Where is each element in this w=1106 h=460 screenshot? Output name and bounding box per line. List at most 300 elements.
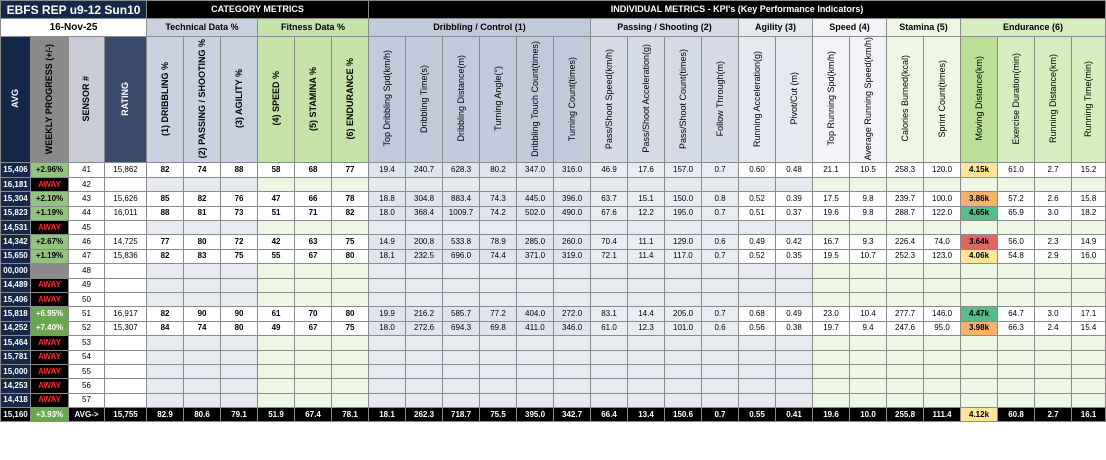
rating-cell (105, 177, 147, 191)
kpi-cell (887, 264, 924, 278)
kpi-cell: 0.51 (739, 206, 776, 220)
technical-group-header: Technical Data % (147, 19, 258, 37)
kpi-cell: 54.8 (998, 249, 1035, 263)
sensor-cell: 45 (69, 220, 105, 234)
kpi-cell: 157.0 (665, 163, 702, 177)
kpi-cell (591, 350, 628, 364)
col-header-avg: AVG (1, 37, 31, 163)
kpi-cell (776, 336, 813, 350)
category-cell (184, 364, 221, 378)
kpi-cell: 4.65k (961, 206, 998, 220)
category-cell (184, 264, 221, 278)
kpi-cell (591, 379, 628, 393)
category-cell: 88 (221, 163, 258, 177)
rating-cell (105, 393, 147, 407)
kpi-cell: 150.0 (665, 192, 702, 206)
kpi-cell: 18.8 (369, 192, 406, 206)
kpi-cell (443, 364, 480, 378)
kpi-cell (850, 292, 887, 306)
kpi-cell: 3.0 (1035, 206, 1072, 220)
category-cell (295, 364, 332, 378)
col-header-kpi-7: Pass/Shoot Speed(km/h) (591, 37, 628, 163)
kpi-cell (480, 393, 517, 407)
sensor-cell: 42 (69, 177, 105, 191)
category-cell (258, 393, 295, 407)
col-header-kpi-8: Pass/Shoot Acceleration(g) (628, 37, 665, 163)
category-cell (147, 220, 184, 234)
kpi-cell (443, 379, 480, 393)
kpi-cell: 319.0 (554, 249, 591, 263)
kpi-cell (406, 379, 443, 393)
kpi-group-speed: Speed (4) (813, 19, 887, 37)
sensor-cell: 54 (69, 350, 105, 364)
category-cell: 71 (295, 206, 332, 220)
kpi-group-endurance: Endurance (6) (961, 19, 1106, 37)
category-cell (221, 364, 258, 378)
kpi-cell (554, 278, 591, 292)
table-row (1, 350, 1106, 364)
category-cell: 63 (295, 235, 332, 249)
kpi-cell: 252.3 (887, 249, 924, 263)
kpi-cell (813, 278, 850, 292)
category-cell: 74 (184, 321, 221, 335)
kpi-cell (702, 379, 739, 393)
summary-kpi-cell: 262.3 (406, 408, 443, 422)
kpi-cell: 694.3 (443, 321, 480, 335)
category-cell (295, 220, 332, 234)
kpi-cell: 258.3 (887, 163, 924, 177)
kpi-cell: 533.8 (443, 235, 480, 249)
category-cell (295, 350, 332, 364)
kpi-cell (961, 220, 998, 234)
kpi-cell (961, 393, 998, 407)
kpi-cell: 17.5 (813, 192, 850, 206)
sensor-cell: 46 (69, 235, 105, 249)
kpi-cell: 11.1 (628, 235, 665, 249)
kpi-cell (517, 264, 554, 278)
individual-metrics-header: INDIVIDUAL METRICS - KPI's (Key Performance Indicators) (369, 1, 1106, 19)
summary-kpi-cell: 255.8 (887, 408, 924, 422)
kpi-cell (628, 379, 665, 393)
kpi-cell: 18.0 (369, 206, 406, 220)
kpi-cell (443, 393, 480, 407)
kpi-cell (480, 364, 517, 378)
kpi-cell (1072, 393, 1106, 407)
table-row (1, 379, 1106, 393)
category-cell (147, 393, 184, 407)
kpi-cell: 146.0 (924, 307, 961, 321)
kpi-cell (517, 350, 554, 364)
progress-cell: +7.40% (31, 321, 69, 335)
kpi-cell (739, 264, 776, 278)
col-header-kpi-19: Running Distance(km) (1035, 37, 1072, 163)
away-badge: AWAY (31, 393, 69, 407)
rating-cell (105, 379, 147, 393)
kpi-cell: 0.8 (702, 192, 739, 206)
summary-kpi-cell: 342.7 (554, 408, 591, 422)
kpi-cell (406, 177, 443, 191)
avg-cell: 14,489 (1, 278, 31, 292)
avg-cell: 00,000 (1, 264, 31, 278)
summary-kpi-cell: 4.12k (961, 408, 998, 422)
category-cell (184, 336, 221, 350)
category-cell (221, 379, 258, 393)
kpi-cell (628, 350, 665, 364)
kpi-cell (665, 177, 702, 191)
summary-category-cell: 51.9 (258, 408, 295, 422)
kpi-cell (665, 364, 702, 378)
kpi-cell: 2.6 (1035, 192, 1072, 206)
category-cell: 72 (221, 235, 258, 249)
kpi-cell: 0.7 (702, 163, 739, 177)
kpi-cell (739, 220, 776, 234)
category-cell: 68 (295, 163, 332, 177)
kpi-cell (887, 336, 924, 350)
kpi-cell (591, 336, 628, 350)
kpi-cell: 277.7 (887, 307, 924, 321)
kpi-cell: 0.49 (776, 307, 813, 321)
rating-cell (105, 336, 147, 350)
kpi-cell (1035, 177, 1072, 191)
kpi-cell (850, 393, 887, 407)
sensor-cell: 56 (69, 379, 105, 393)
sensor-cell: 41 (69, 163, 105, 177)
summary-kpi-cell: 0.41 (776, 408, 813, 422)
kpi-cell (739, 350, 776, 364)
kpi-cell (813, 292, 850, 306)
kpi-cell (998, 379, 1035, 393)
category-cell: 82 (332, 206, 369, 220)
away-badge: AWAY (31, 350, 69, 364)
rating-cell: 15,862 (105, 163, 147, 177)
kpi-cell: 14.9 (1072, 235, 1106, 249)
kpi-cell: 0.52 (739, 192, 776, 206)
kpi-cell: 63.7 (591, 192, 628, 206)
sensor-cell: 52 (69, 321, 105, 335)
progress-cell: +6.95% (31, 307, 69, 321)
kpi-cell: 0.68 (739, 307, 776, 321)
kpi-cell: 272.0 (554, 307, 591, 321)
kpi-cell (1072, 364, 1106, 378)
kpi-cell: 0.39 (776, 192, 813, 206)
kpi-cell (480, 336, 517, 350)
kpi-cell (924, 393, 961, 407)
kpi-cell: 46.9 (591, 163, 628, 177)
kpi-cell (591, 264, 628, 278)
kpi-cell (628, 292, 665, 306)
kpi-cell: 2.4 (1035, 321, 1072, 335)
kpi-cell (628, 336, 665, 350)
progress-cell: +2.10% (31, 192, 69, 206)
kpi-cell (702, 350, 739, 364)
kpi-cell: 240.7 (406, 163, 443, 177)
kpi-cell (406, 292, 443, 306)
kpi-cell (628, 264, 665, 278)
table-row (1, 336, 1106, 350)
kpi-cell (628, 364, 665, 378)
kpi-cell: 123.0 (924, 249, 961, 263)
category-cell (258, 292, 295, 306)
kpi-cell (924, 177, 961, 191)
kpi-cell: 0.49 (739, 235, 776, 249)
kpi-cell (1072, 350, 1106, 364)
kpi-cell: 239.7 (887, 192, 924, 206)
col-header-sensor: SENSOR # (69, 37, 105, 163)
kpi-cell (998, 278, 1035, 292)
sheet-date: 16-Nov-25 (1, 19, 147, 37)
kpi-cell (998, 177, 1035, 191)
category-cell (184, 379, 221, 393)
col-header-category-6: (6) ENDURANCE % (332, 37, 369, 163)
kpi-cell: 117.0 (665, 249, 702, 263)
fitness-group-header: Fitness Data % (258, 19, 369, 37)
kpi-cell (702, 220, 739, 234)
category-cell: 90 (184, 307, 221, 321)
kpi-cell (702, 336, 739, 350)
away-badge: AWAY (31, 364, 69, 378)
kpi-cell (665, 292, 702, 306)
summary-rating-cell: 15,755 (105, 408, 147, 422)
kpi-cell (591, 220, 628, 234)
kpi-cell (998, 264, 1035, 278)
kpi-cell (850, 350, 887, 364)
kpi-cell (887, 278, 924, 292)
kpi-cell (369, 393, 406, 407)
category-cell (332, 350, 369, 364)
kpi-cell: 0.6 (702, 235, 739, 249)
summary-kpi-cell: 66.4 (591, 408, 628, 422)
summary-kpi-cell: 10.0 (850, 408, 887, 422)
kpi-cell (813, 393, 850, 407)
category-cell (221, 177, 258, 191)
kpi-cell (406, 350, 443, 364)
category-cell (332, 379, 369, 393)
kpi-cell: 18.1 (369, 249, 406, 263)
kpi-cell (924, 278, 961, 292)
col-header-category-4: (4) SPEED % (258, 37, 295, 163)
kpi-cell (813, 177, 850, 191)
kpi-cell: 316.0 (554, 163, 591, 177)
kpi-cell (850, 264, 887, 278)
rating-cell (105, 292, 147, 306)
category-cell: 49 (258, 321, 295, 335)
kpi-cell: 101.0 (665, 321, 702, 335)
kpi-cell (591, 393, 628, 407)
summary-category-cell: 80.6 (184, 408, 221, 422)
category-cell (147, 278, 184, 292)
kpi-cell: 490.0 (554, 206, 591, 220)
kpi-cell (517, 393, 554, 407)
kpi-cell (776, 393, 813, 407)
kpi-cell (1035, 278, 1072, 292)
table-row (1, 393, 1106, 407)
category-cell: 81 (184, 206, 221, 220)
category-cell (332, 278, 369, 292)
kpi-cell (628, 393, 665, 407)
table-row (1, 364, 1106, 378)
kpi-cell (665, 350, 702, 364)
summary-kpi-cell: 150.6 (665, 408, 702, 422)
away-badge: AWAY (31, 292, 69, 306)
kpi-cell (628, 220, 665, 234)
col-header-category-5: (5) STAMINA % (295, 37, 332, 163)
kpi-cell: 0.7 (702, 249, 739, 263)
away-badge: AWAY (31, 278, 69, 292)
kpi-cell: 10.4 (850, 307, 887, 321)
kpi-cell: 288.7 (887, 206, 924, 220)
avg-cell: 14,253 (1, 379, 31, 393)
avg-cell: 14,531 (1, 220, 31, 234)
category-cell (295, 393, 332, 407)
kpi-cell: 95.0 (924, 321, 961, 335)
kpi-cell (998, 336, 1035, 350)
kpi-cell (1072, 220, 1106, 234)
kpi-cell: 78.9 (480, 235, 517, 249)
table-row (1, 235, 1106, 249)
col-header-kpi-13: Top Running Spd(km/h) (813, 37, 850, 163)
kpi-cell (443, 292, 480, 306)
kpi-cell (554, 177, 591, 191)
kpi-cell: 100.0 (924, 192, 961, 206)
kpi-cell (961, 292, 998, 306)
summary-avg-cell: 15,160 (1, 408, 31, 422)
category-cell: 73 (221, 206, 258, 220)
rating-cell (105, 264, 147, 278)
col-header-category-1: (1) DRIBBLING % (147, 37, 184, 163)
summary-kpi-cell: 395.0 (517, 408, 554, 422)
category-cell (258, 364, 295, 378)
kpi-cell: 200.8 (406, 235, 443, 249)
kpi-cell (1072, 177, 1106, 191)
progress-cell: +2.67% (31, 235, 69, 249)
kpi-cell (776, 379, 813, 393)
kpi-cell: 205.0 (665, 307, 702, 321)
category-cell (221, 264, 258, 278)
category-cell (332, 264, 369, 278)
table-row (1, 321, 1106, 335)
category-cell: 75 (332, 235, 369, 249)
category-cell: 51 (258, 206, 295, 220)
kpi-cell: 3.98k (961, 321, 998, 335)
category-cell (147, 350, 184, 364)
kpi-cell: 0.37 (776, 206, 813, 220)
kpi-cell: 77.2 (480, 307, 517, 321)
kpi-cell (1035, 379, 1072, 393)
kpi-cell: 1009.7 (443, 206, 480, 220)
kpi-cell: 57.2 (998, 192, 1035, 206)
category-cell: 78 (332, 192, 369, 206)
kpi-cell: 83.1 (591, 307, 628, 321)
sensor-cell: 57 (69, 393, 105, 407)
kpi-cell: 4.15k (961, 163, 998, 177)
kpi-cell (628, 278, 665, 292)
category-cell (332, 177, 369, 191)
rating-cell: 15,836 (105, 249, 147, 263)
col-header-kpi-20: Running Time(min) (1072, 37, 1106, 163)
kpi-cell: 696.0 (443, 249, 480, 263)
kpi-cell (924, 379, 961, 393)
category-cell (147, 177, 184, 191)
rating-cell (105, 220, 147, 234)
kpi-cell (1072, 278, 1106, 292)
kpi-cell: 11.4 (628, 249, 665, 263)
kpi-cell (406, 220, 443, 234)
kpi-cell: 74.2 (480, 206, 517, 220)
kpi-cell: 0.56 (739, 321, 776, 335)
kpi-cell (776, 350, 813, 364)
avg-cell: 15,304 (1, 192, 31, 206)
kpi-cell (813, 350, 850, 364)
kpi-cell (369, 336, 406, 350)
kpi-cell: 19.9 (369, 307, 406, 321)
kpi-cell: 65.9 (998, 206, 1035, 220)
rating-cell: 15,626 (105, 192, 147, 206)
kpi-cell (480, 379, 517, 393)
category-cell: 84 (147, 321, 184, 335)
table-row (1, 278, 1106, 292)
progress-cell: +1.19% (31, 206, 69, 220)
col-header-kpi-12: Pivot/Cut (m) (776, 37, 813, 163)
kpi-cell: 0.60 (739, 163, 776, 177)
kpi-cell (702, 177, 739, 191)
avg-cell: 15,406 (1, 163, 31, 177)
category-cell: 83 (184, 249, 221, 263)
category-cell: 74 (184, 163, 221, 177)
kpi-cell (443, 220, 480, 234)
kpi-cell (961, 379, 998, 393)
progress-cell: +2.96% (31, 163, 69, 177)
kpi-group-stamina: Stamina (5) (887, 19, 961, 37)
category-cell: 55 (258, 249, 295, 263)
kpi-cell: 14.4 (628, 307, 665, 321)
avg-cell: 14,252 (1, 321, 31, 335)
kpi-cell (850, 364, 887, 378)
kpi-cell (887, 393, 924, 407)
kpi-cell (554, 393, 591, 407)
category-cell (147, 364, 184, 378)
kpi-cell (924, 364, 961, 378)
kpi-cell: 18.2 (1072, 206, 1106, 220)
col-header-kpi-17: Moving Distance(km) (961, 37, 998, 163)
kpi-cell: 0.35 (776, 249, 813, 263)
sensor-cell: 44 (69, 206, 105, 220)
kpi-cell: 2.3 (1035, 235, 1072, 249)
kpi-cell (887, 379, 924, 393)
kpi-cell: 0.52 (739, 249, 776, 263)
table-row (1, 192, 1106, 206)
table-row (1, 307, 1106, 321)
category-cell (295, 264, 332, 278)
sensor-cell: 51 (69, 307, 105, 321)
away-badge: AWAY (31, 336, 69, 350)
category-cell (184, 292, 221, 306)
kpi-cell (739, 177, 776, 191)
kpi-cell: 72.1 (591, 249, 628, 263)
kpi-cell (1072, 336, 1106, 350)
kpi-cell: 9.4 (850, 321, 887, 335)
kpi-cell (887, 177, 924, 191)
avg-cell: 16,181 (1, 177, 31, 191)
kpi-cell: 10.7 (850, 249, 887, 263)
summary-progress-cell: +3.93% (31, 408, 69, 422)
kpi-cell: 346.0 (554, 321, 591, 335)
kpi-cell (998, 364, 1035, 378)
kpi-cell: 19.7 (813, 321, 850, 335)
kpi-cell: 129.0 (665, 235, 702, 249)
sensor-cell: 48 (69, 264, 105, 278)
kpi-cell (443, 264, 480, 278)
kpi-cell (961, 177, 998, 191)
